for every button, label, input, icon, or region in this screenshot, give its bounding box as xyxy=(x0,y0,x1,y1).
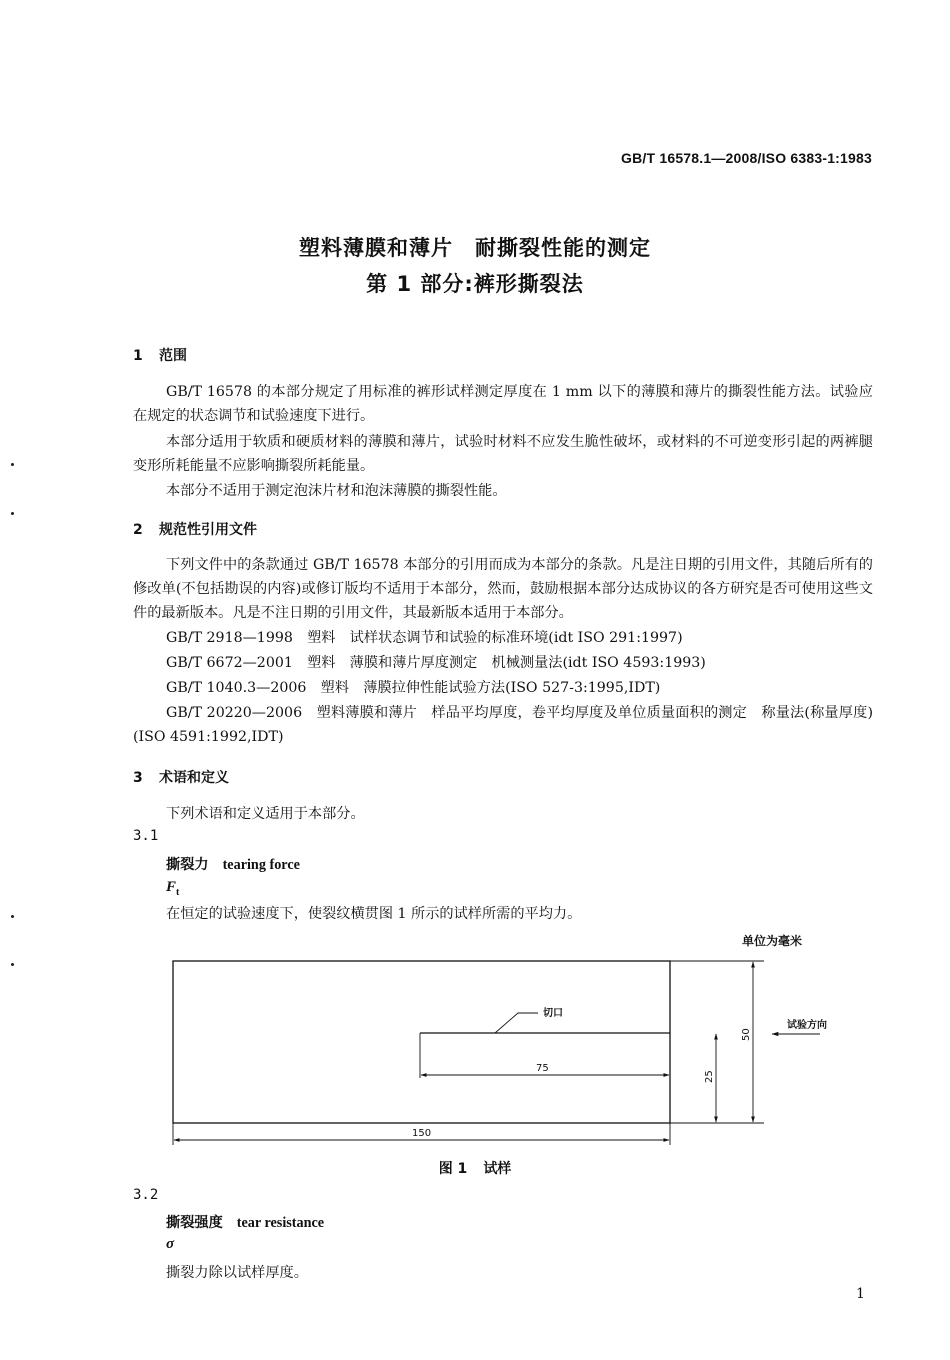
document-subtitle: 第 1 部分:裤形撕裂法 xyxy=(366,272,584,296)
term-definition: 撕裂力除以试样厚度。 xyxy=(166,1265,308,1281)
dimension-width-label: 50 xyxy=(741,1028,752,1041)
dimension-cut-label: 75 xyxy=(536,1063,549,1074)
margin-mark xyxy=(11,512,14,515)
section-number: 2 xyxy=(133,522,143,538)
figure-caption-text: 试样 xyxy=(483,1161,512,1177)
page-number: 1 xyxy=(856,1286,865,1302)
reference-item: GB/T 6672—2001 塑料 薄膜和薄片厚度测定 机械测量法(idt ISO 4593:1993) xyxy=(166,655,706,671)
symbol-subscript: t xyxy=(176,887,180,898)
figure-unit-note: 单位为毫米 xyxy=(742,934,803,948)
section-2-heading xyxy=(133,519,257,539)
figure-caption xyxy=(0,1158,950,1178)
specimen-outline xyxy=(173,961,670,1123)
term-chinese: 撕裂力 xyxy=(166,857,209,873)
margin-mark xyxy=(11,915,14,918)
section-title: 规范性引用文件 xyxy=(159,522,257,538)
symbol-letter: F xyxy=(166,879,177,895)
section-1-heading xyxy=(133,345,187,365)
paragraph: 下列文件中的条款通过 GB/T 16578 本部分的引用而成为本部分的条款。凡是注日期的引用文件，其随后所有的修改单(不包括勘误的内容)或修订版均不适用于本部分，然而，鼓励根据本部分达成协议的各方研究是否可使用这些文件的最新版本。凡是不注日期的引用文件，其最新版本适用于本部分。 xyxy=(133,557,873,621)
term-chinese: 撕裂强度 xyxy=(166,1215,223,1231)
dimension-length-label: 150 xyxy=(412,1128,432,1139)
section-3-heading xyxy=(133,767,229,787)
term-3-2 xyxy=(166,1212,324,1232)
figure-caption-number: 图 1 xyxy=(438,1161,468,1177)
margin-mark xyxy=(11,463,14,466)
paragraph: 本部分适用于软质和硬质材料的薄膜和薄片，试验时材料不应发生脆性破坏，或材料的不可逆变形引起的两裤腿变形所耗能量不应影响撕裂所耗能量。 xyxy=(133,434,873,474)
term-english: tear resistance xyxy=(236,1215,325,1231)
standard-number: GB/T 16578.1—2008/ISO 6383-1:1983 xyxy=(621,150,872,166)
document-title: 塑料薄膜和薄片 耐撕裂性能的测定 xyxy=(299,236,651,260)
term-symbol: σ xyxy=(166,1236,175,1252)
section-title: 范围 xyxy=(159,348,187,364)
clause-number-3-2: 3.2 xyxy=(133,1187,159,1203)
reference-item: GB/T 2918—1998 塑料 试样状态调节和试验的标准环境(idt ISO 291:1997) xyxy=(166,630,683,646)
term-3-1 xyxy=(166,854,300,874)
term-definition: 在恒定的试验速度下，使裂纹横贯图 1 所示的试样所需的平均力。 xyxy=(166,906,582,922)
cut-label: 切口 xyxy=(543,1008,563,1019)
specimen-figure xyxy=(140,940,860,1150)
paragraph: 本部分不适用于测定泡沫片材和泡沫薄膜的撕裂性能。 xyxy=(166,483,507,499)
reference-item: GB/T 1040.3—2006 塑料 薄膜拉伸性能试验方法(ISO 527-3:1995,IDT) xyxy=(166,680,661,696)
term-english: tearing force xyxy=(222,857,300,873)
section-number: 1 xyxy=(133,348,143,364)
reference-item: GB/T 20220—2006 塑料薄膜和薄片 样品平均厚度，卷平均厚度及单位质量面积的测定 称量法(称量厚度)(ISO 4591:1992,IDT) xyxy=(133,705,873,745)
paragraph: 下列术语和定义适用于本部分。 xyxy=(166,806,365,822)
dimension-half-label: 25 xyxy=(704,1070,715,1083)
section-title: 术语和定义 xyxy=(159,770,229,786)
margin-mark xyxy=(11,963,14,966)
clause-number-3-1: 3.1 xyxy=(133,828,159,844)
term-symbol xyxy=(166,879,179,898)
cut-leader-line xyxy=(495,1013,538,1033)
section-number: 3 xyxy=(133,770,143,786)
test-direction-label: 试验方向 xyxy=(787,1020,827,1031)
paragraph: GB/T 16578 的本部分规定了用标准的裤形试样测定厚度在 1 mm 以下的薄膜和薄片的撕裂性能方法。试验应在规定的状态调节和试验速度下进行。 xyxy=(133,384,873,424)
